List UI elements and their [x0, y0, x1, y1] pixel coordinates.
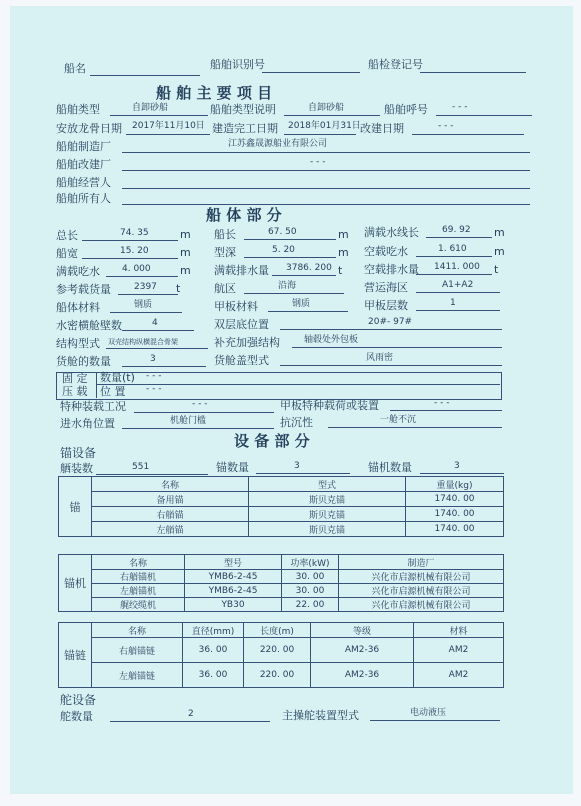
ship-name-label: 船名	[64, 62, 86, 75]
hull-value: 钢质	[134, 300, 153, 310]
loa-label: 总长	[56, 229, 78, 242]
fixed-qty-value: - - -	[146, 371, 162, 381]
layers-value: 1	[450, 298, 456, 308]
depth-value: 5. 20	[272, 245, 295, 255]
section-main-title: 船 舶 主 要 项 目	[156, 84, 273, 102]
call-label: 船舶呼号	[384, 103, 428, 116]
beam-value: 15. 20	[120, 246, 149, 256]
anchor-type-cell: 斯贝克锚	[249, 507, 406, 522]
steer-label: 主操舵装置型式	[282, 709, 359, 722]
modmaker-value: - - -	[310, 157, 326, 167]
loa-unit: m	[180, 228, 191, 241]
layers-label: 甲板层数	[364, 299, 408, 312]
windlass-table-header: 功率(kW)	[282, 555, 339, 570]
fd-value: 4. 000	[122, 264, 151, 274]
fdisp-unit: t	[338, 264, 343, 277]
ship-id-label: 船舶识别号	[210, 58, 265, 71]
chain-grade-cell: AM2-36	[311, 663, 414, 688]
maker-value: 江苏鑫晟源船业有限公司	[228, 139, 328, 149]
loa-value: 74. 35	[120, 228, 149, 238]
sink-value: 一舱不沉	[380, 415, 417, 425]
type-desc-value: 自卸砂船	[308, 103, 345, 113]
chain-table-header: 等级	[311, 623, 414, 638]
sink-label: 抗沉性	[280, 416, 313, 429]
rudder-section-title: 舵设备	[60, 693, 97, 707]
chain-table-side: 锚链	[59, 623, 92, 688]
table-row	[59, 598, 504, 612]
mod-value: - - -	[438, 121, 454, 131]
dbl-value: 20#- 97#	[368, 317, 413, 327]
chain-material-cell: AM2	[414, 638, 504, 663]
deck-value: 钢质	[292, 299, 311, 309]
chain-length-cell: 220. 00	[244, 663, 311, 688]
call-value: - - -	[452, 102, 468, 112]
deckload-value: - - -	[434, 398, 450, 408]
windlass-table-side: 锚机	[59, 555, 92, 612]
steer-value: 电动液压	[410, 708, 447, 718]
chain-grade-cell: AM2-36	[311, 638, 414, 663]
chain-diameter-cell: 36. 00	[183, 663, 244, 688]
zone-label: 营运海区	[364, 281, 408, 294]
built-label: 建造完工日期	[212, 122, 278, 135]
type-desc-label: 船舶类型说明	[210, 103, 276, 116]
chain-length-cell: 220. 00	[244, 638, 311, 663]
inlet-value: 机舱门槛	[170, 416, 207, 426]
anchor-weight-cell: 1740. 00	[406, 492, 504, 507]
windlass-maker-cell: 兴化市启源机械有限公司	[339, 570, 504, 584]
rudder-count-label: 舵数量	[60, 710, 93, 723]
windlass-table-header: 型号	[185, 555, 282, 570]
beam-unit: m	[180, 246, 191, 259]
cover-label: 货舱盖型式	[214, 354, 269, 367]
lwl-value: 69. 92	[442, 225, 471, 235]
rudder-count-value: 2	[188, 709, 194, 719]
operator-label: 船舶经营人	[56, 176, 111, 189]
qty-label: 数量(t)	[100, 371, 135, 384]
fdisp-value: 3786. 200	[286, 263, 332, 273]
special-label: 特种装载工况	[60, 400, 126, 413]
anchor-type-cell: 斯贝克锚	[249, 492, 406, 507]
anchor-table-header: 重量(kg)	[406, 477, 504, 492]
depth-unit: m	[338, 246, 349, 259]
keel-value: 2017年11月10日	[132, 121, 205, 131]
fixed-pos-value: - - -	[146, 384, 162, 394]
chain-material-cell: AM2	[414, 663, 504, 688]
anchor-table-header: 名称	[92, 477, 249, 492]
table-row	[59, 570, 504, 584]
ballast-label: 压 载	[62, 385, 88, 398]
modmaker-label: 船舶改建厂	[56, 158, 111, 171]
reinf-value: 轴毂处外包板	[304, 335, 359, 345]
anchor-name-cell: 左艏锚	[92, 522, 249, 537]
windlass-power-cell: 30. 00	[282, 584, 339, 598]
section-hull-title: 船 体 部 分	[206, 206, 282, 224]
lwl-unit: m	[494, 226, 505, 239]
anchor-name-cell: 备用锚	[92, 492, 249, 507]
ship-reg-label: 船检登记号	[368, 58, 423, 71]
windlass-maker-cell: 兴化市启源机械有限公司	[339, 598, 504, 612]
windlass-table-header: 制造厂	[339, 555, 504, 570]
chain-table-header: 长度(m)	[244, 623, 311, 638]
windlass-model-cell: YB30	[185, 598, 282, 612]
cargo-label: 参考载货量	[56, 283, 111, 296]
anchor-weight-cell: 1740. 00	[406, 522, 504, 537]
anchor-weight-cell: 1740. 00	[406, 507, 504, 522]
zone-value: A1+A2	[442, 280, 474, 290]
chain-table	[58, 622, 504, 688]
anchor-table-header: 型式	[249, 477, 406, 492]
windlass-count-value: 3	[454, 461, 460, 471]
certificate-page	[10, 6, 573, 794]
ldisp-label: 空载排水量	[364, 263, 419, 276]
cover-value: 风雨密	[366, 353, 394, 363]
owner-label: 船舶所有人	[56, 192, 111, 205]
depth-label: 型深	[214, 246, 236, 259]
type-value: 自卸砂船	[132, 103, 169, 113]
anchor-count-label: 锚数量	[216, 461, 249, 474]
section-equipment-title: 设 备 部 分	[234, 432, 310, 450]
table-row	[59, 492, 504, 507]
type-label: 船舶类型	[56, 103, 100, 116]
fd-label: 满载吃水	[56, 265, 100, 278]
ld-value: 1. 610	[438, 244, 467, 254]
deckload-label: 甲板特种载荷或装置	[280, 399, 379, 412]
fdisp-label: 满载排水量	[214, 264, 269, 277]
bulk-label: 水密横舱壁数	[56, 319, 122, 332]
windlass-maker-cell: 兴化市启源机械有限公司	[339, 584, 504, 598]
chain-table-header: 名称	[92, 623, 183, 638]
windlass-model-cell: YMB6-2-45	[185, 570, 282, 584]
outfit-value: 551	[132, 462, 150, 472]
keel-label: 安放龙骨日期	[56, 122, 122, 135]
ship-name-line	[90, 75, 200, 76]
lwl-label: 满载水线长	[364, 226, 419, 239]
lbp-value: 67. 50	[268, 227, 297, 237]
windlass-power-cell: 30. 00	[282, 570, 339, 584]
struct-value: 双壳结构纵横混合骨架	[108, 338, 178, 346]
built-value: 2018年01月31日	[288, 121, 361, 131]
maker-label: 船舶制造厂	[56, 140, 111, 153]
bulk-value: 4	[152, 318, 158, 328]
chain-table-header: 材料	[414, 623, 504, 638]
chain-table-header: 直径(mm)	[183, 623, 244, 638]
anchor-name-cell: 右艏锚	[92, 507, 249, 522]
windlass-count-label: 锚机数量	[368, 461, 412, 474]
chain-name-cell: 左艏锚链	[92, 663, 183, 688]
fd-unit: m	[180, 264, 191, 277]
holds-label: 货舱的数量	[56, 355, 111, 368]
ldisp-value: 1411. 000	[434, 262, 480, 272]
reinf-label: 补充加强结构	[214, 336, 280, 349]
beam-label: 船宽	[56, 247, 78, 260]
anchor-count-value: 3	[294, 461, 300, 471]
mod-label: 改建日期	[360, 122, 404, 135]
table-row	[59, 663, 504, 688]
anchor-table-side: 锚	[59, 477, 92, 537]
ldisp-unit: t	[494, 263, 499, 276]
cargo-value: 2397	[134, 282, 157, 292]
ship-id-line	[262, 72, 360, 73]
windlass-name-cell: 右艏锚机	[92, 570, 185, 584]
holds-value: 3	[150, 354, 156, 364]
table-row	[59, 507, 504, 522]
ld-unit: m	[494, 245, 505, 258]
fixed-label: 固 定	[62, 372, 88, 385]
lbp-unit: m	[338, 228, 349, 241]
table-row	[59, 522, 504, 537]
cargo-unit: t	[176, 282, 181, 295]
windlass-table-header: 名称	[92, 555, 185, 570]
chain-diameter-cell: 36. 00	[183, 638, 244, 663]
anchor-type-cell: 斯贝克锚	[249, 522, 406, 537]
struct-label: 结构型式	[56, 337, 100, 350]
windlass-name-cell: 艉绞缆机	[92, 598, 185, 612]
inlet-label: 进水角位置	[60, 417, 115, 430]
windlass-name-cell: 左艏锚机	[92, 584, 185, 598]
special-value: - - -	[192, 399, 208, 409]
ld-label: 空载吃水	[364, 245, 408, 258]
chain-name-cell: 右艏锚链	[92, 638, 183, 663]
lbp-label: 船长	[214, 228, 236, 241]
area-label: 航区	[214, 282, 236, 295]
anchor-section-title: 锚设备	[60, 446, 97, 460]
windlass-model-cell: YMB6-2-45	[185, 584, 282, 598]
dbl-label: 双层底位置	[214, 318, 269, 331]
hull-label: 船体材料	[56, 301, 100, 314]
outfit-label: 舾装数	[60, 462, 93, 475]
windlass-power-cell: 22. 00	[282, 598, 339, 612]
table-row	[59, 584, 504, 598]
deck-label: 甲板材料	[214, 300, 258, 313]
area-value: 沿海	[278, 281, 297, 291]
windlass-table	[58, 554, 504, 612]
ship-reg-line	[420, 72, 526, 73]
anchor-table	[58, 476, 504, 537]
pos-label: 位 置	[100, 385, 126, 398]
table-row	[59, 638, 504, 663]
